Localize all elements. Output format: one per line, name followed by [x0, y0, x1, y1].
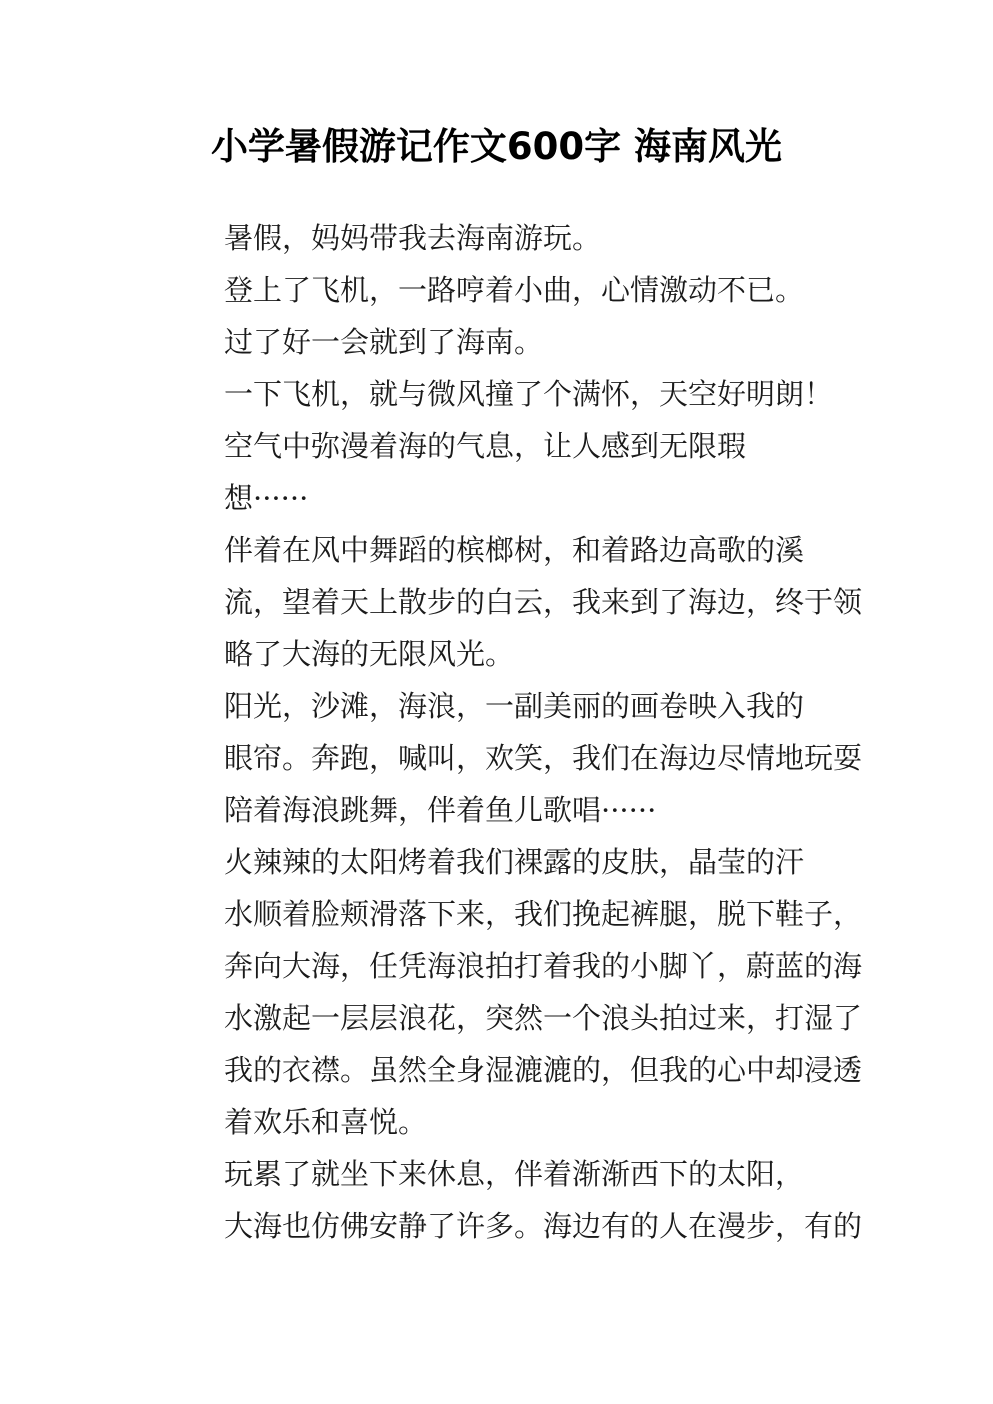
paragraph-line: 登上了飞机，一路哼着小曲，心情激动不已。 — [224, 273, 805, 307]
paragraph-line: 水顺着脸颊滑落下来，我们挽起裤腿，脱下鞋子， — [224, 897, 863, 931]
paragraph-line: 玩累了就坐下来休息，伴着渐渐西下的太阳， — [224, 1157, 805, 1191]
paragraph-5 — [166, 680, 863, 836]
paragraph-1 — [166, 212, 830, 264]
paragraph-line: 我的衣襟。虽然全身湿漉漉的，但我的心中却浸透 — [224, 1053, 863, 1087]
paragraph-line: 想······ — [224, 481, 309, 515]
essay-body — [166, 212, 863, 1252]
paragraph-3 — [166, 368, 834, 524]
paragraph-line: 奔向大海，任凭海浪拍打着我的小脚丫，蔚蓝的海 — [224, 949, 863, 983]
page-title: 小学暑假游记作文600字 海南风光 — [210, 125, 783, 168]
paragraph-line: 过了好一会就到了海南。 — [224, 325, 544, 359]
paragraph-line: 水激起一层层浪花，突然一个浪头拍过来，打湿了 — [224, 1001, 863, 1035]
paragraph-line: 一下飞机，就与微风撞了个满怀，天空好明朗！ — [224, 377, 834, 411]
paragraph-line: 空气中弥漫着海的气息，让人感到无限瑕 — [224, 429, 747, 463]
paragraph-4 — [166, 524, 863, 680]
paragraph-2 — [166, 264, 830, 368]
paragraph-line: 暑假，妈妈带我去海南游玩。 — [224, 221, 602, 255]
paragraph-line: 伴着在风中舞蹈的槟榔树，和着路边高歌的溪 — [224, 533, 805, 567]
paragraph-line: 着欢乐和喜悦。 — [224, 1105, 428, 1139]
paragraph-line: 眼帘。奔跑，喊叫，欢笑，我们在海边尽情地玩耍 — [224, 741, 863, 775]
paragraph-7 — [166, 1148, 863, 1252]
paragraph-line: 陪着海浪跳舞，伴着鱼儿歌唱······ — [224, 793, 657, 827]
paragraph-6 — [166, 836, 863, 1148]
paragraph-line: 阳光，沙滩，海浪，一副美丽的画卷映入我的 — [224, 689, 805, 723]
paragraph-line: 流，望着天上散步的白云，我来到了海边，终于领 — [224, 585, 863, 619]
paragraph-line: 略了大海的无限风光。 — [224, 637, 515, 671]
paragraph-line: 大海也仿佛安静了许多。海边有的人在漫步，有的 — [224, 1209, 863, 1243]
paragraph-line: 火辣辣的太阳烤着我们裸露的皮肤，晶莹的汗 — [224, 845, 805, 879]
